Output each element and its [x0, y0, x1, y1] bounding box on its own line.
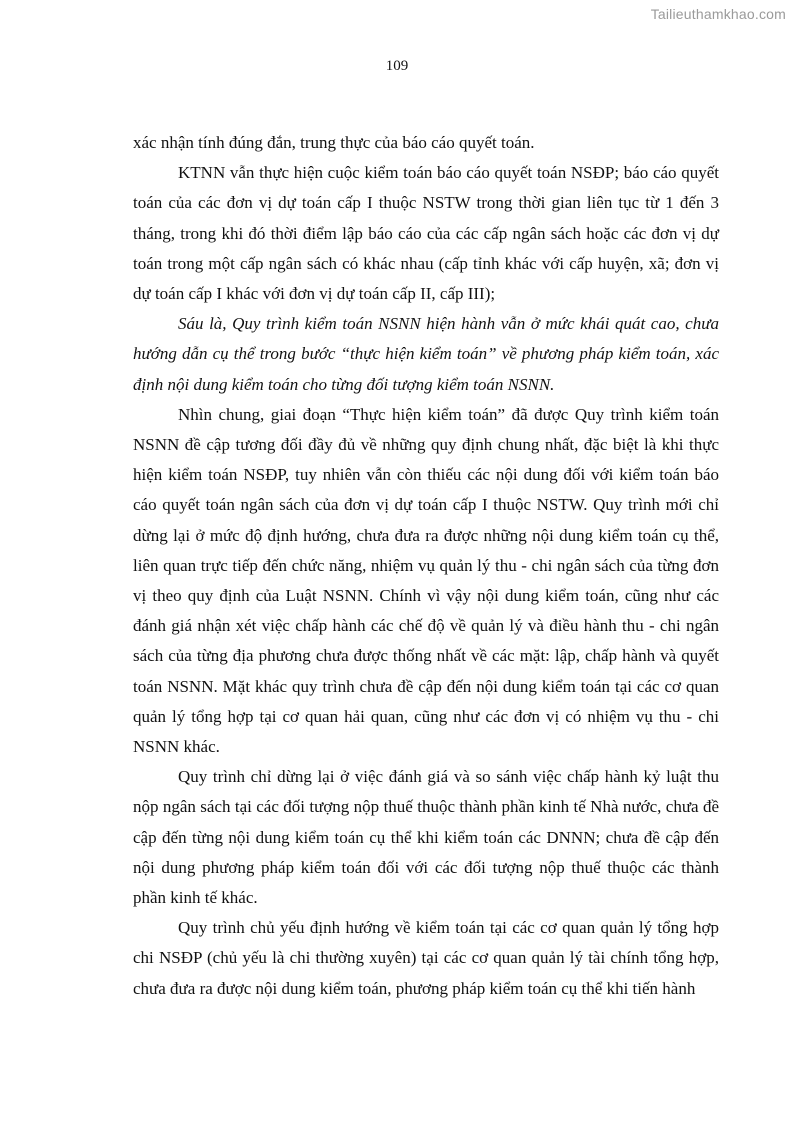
watermark: Tailieuthamkhao.com — [650, 6, 786, 22]
paragraph-3-italic: Sáu là, Quy trình kiểm toán NSNN hiện hành vẫn ở mức khái quát cao, chưa hướng dẫn cụ thể trong bước “thực hiện kiểm toán” về phương pháp kiểm toán, xác định nội dung kiểm toán cho từng đối tượng kiểm toán NSNN. — [133, 314, 719, 394]
paragraph-4: Nhìn chung, giai đoạn “Thực hiện kiểm toán” đã được Quy trình kiểm toán NSNN đề cập tương đối đầy đủ về những quy định chung nhất, đặc biệt là khi thực hiện kiểm toán NSĐP, tuy nhiên vẫn còn thiếu các nội dung đối với kiểm toán báo cáo quyết toán ngân sách của đơn vị dự toán cấp I thuộc NSTW. Quy trình mới chỉ dừng lại ở mức độ định hướng, chưa đưa ra được những nội dung kiểm toán cụ thể, liên quan trực tiếp đến chức năng, nhiệm vụ quản lý thu - chi ngân sách của từng đơn vị theo quy định của Luật NSNN. Chính vì vậy nội dung kiểm toán, cũng như các đánh giá nhận xét việc chấp hành các chế độ về quản lý và điều hành thu - chi ngân sách của từng địa phương chưa được thống nhất về các mặt: lập, chấp hành và quyết toán NSNN. Mặt khác quy trình chưa đề cập đến nội dung kiểm toán tại các cơ quan quản lý tổng hợp tại cơ quan hải quan, cũng như các đơn vị có nhiệm vụ thu - chi NSNN khác. — [133, 404, 719, 757]
paragraph-5: Quy trình chỉ dừng lại ở việc đánh giá và so sánh việc chấp hành kỷ luật thu nộp ngân sách tại các đối tượng nộp thuế thuộc thành phần kinh tế Nhà nước, chưa đề cập đến từng nội dung kiểm toán cụ thể khi kiểm toán các DNNN; chưa đề cập đến nội dung phương pháp kiểm toán đối với các đối tượng nộp thuế thuộc các thành phần kinh tế khác. — [133, 767, 719, 908]
paragraph-1: xác nhận tính đúng đắn, trung thực của báo cáo quyết toán. — [133, 133, 535, 152]
page-number: 109 — [385, 58, 409, 74]
paragraph-2: KTNN vẫn thực hiện cuộc kiểm toán báo cáo quyết toán NSĐP; báo cáo quyết toán của các đơn vị dự toán cấp I thuộc NSTW trong thời gian liên tục từ 1 đến 3 tháng, trong khi đó thời điểm lập báo cáo của các cấp ngân sách hoặc các đơn vị dự toán trong một cấp ngân sách có khác nhau (cấp tỉnh khác với cấp huyện, xã; đơn vị dự toán cấp I khác với đơn vị dự toán cấp II, cấp III); — [133, 163, 719, 304]
paragraph-6: Quy trình chủ yếu định hướng về kiểm toán tại các cơ quan quản lý tổng hợp chi NSĐP (chủ yếu là chi thường xuyên) tại các cơ quan quản lý tài chính tổng hợp, chưa đưa ra được nội dung kiểm toán, phương pháp kiểm toán cụ thể khi tiến hành — [133, 918, 719, 998]
document-body — [133, 128, 719, 1004]
